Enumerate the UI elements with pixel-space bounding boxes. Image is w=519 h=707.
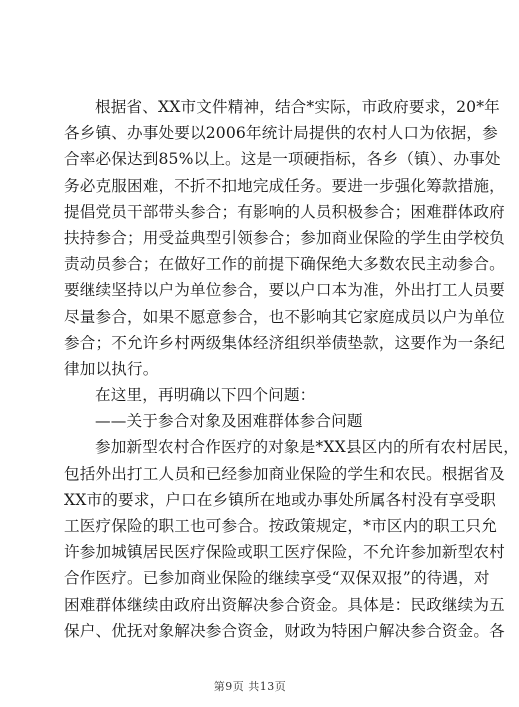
text-line: 保户、优抚对象解决参合资金，财政为特困户解决参合资金。各 <box>64 621 505 640</box>
text-line: 务必克服困难，不折不扣地完成任务。要进一步强化筹款措施， <box>64 176 505 195</box>
text-line: 尽量参合，如果不愿意参合，也不影响其它家庭成员以户为单位 <box>64 307 505 326</box>
page-footer <box>0 678 500 694</box>
text-line: 参合；不允许乡村两级集体经济组织举债垫款，这要作为一条纪 <box>64 333 505 352</box>
section-subheading: ——关于参合对象及困难群体参合问题 <box>95 412 363 431</box>
text-line: 合率必保达到85%以上。这是一项硬指标，各乡（镇）、办事处 <box>64 150 501 169</box>
document-body <box>64 94 519 644</box>
text-line: 要继续坚持以户为单位参合，要以户口本为准，外出打工人员要 <box>64 281 505 300</box>
text-line: 提倡党员干部带头参合；有影响的人员积极参合；困难群体政府 <box>64 202 505 221</box>
page-number: 第9页 共13页 <box>213 680 287 693</box>
text-line: 工医疗保险的职工也可参合。按政策规定，*市区内的职工只允 <box>64 517 498 535</box>
paragraph-2: 在这里，再明确以下四个问题： <box>95 386 316 405</box>
text-line: 参加新型农村合作医疗的对象是*XX县区内的所有农村居民， <box>95 438 519 457</box>
text-line: 扶持参合；用受益典型引领参合；参加商业保险的学生由学校负 <box>64 228 505 247</box>
text-line: 责动员参合；在做好工作的前提下确保绝大多数农民主动参合。 <box>64 255 505 274</box>
text-line: 许参加城镇居民医疗保险或职工医疗保险，不允许参加新型农村 <box>64 543 505 562</box>
text-line: XX市的要求，户口在乡镇所在地或办事处所属各村没有享受职 <box>64 490 496 509</box>
text-line: 困难群体继续由政府出资解决参合资金。具体是：民政继续为五 <box>64 595 505 614</box>
text-line: 包括外出打工人员和已经参加商业保险的学生和农民。根据省及 <box>64 464 505 483</box>
paragraph-1 <box>64 94 505 382</box>
paragraph-3 <box>64 434 519 644</box>
text-line: 各乡镇、办事处要以2006年统计局提供的农村人口为依据，参 <box>64 124 498 143</box>
text-line: 根据省、XX市文件精神，结合*实际，市政府要求，20*年 <box>95 98 500 116</box>
text-line: 律加以执行。 <box>64 359 159 378</box>
text-line: 合作医疗。已参加商业保险的继续享受“双保双报”的待遇，对 <box>64 569 490 588</box>
